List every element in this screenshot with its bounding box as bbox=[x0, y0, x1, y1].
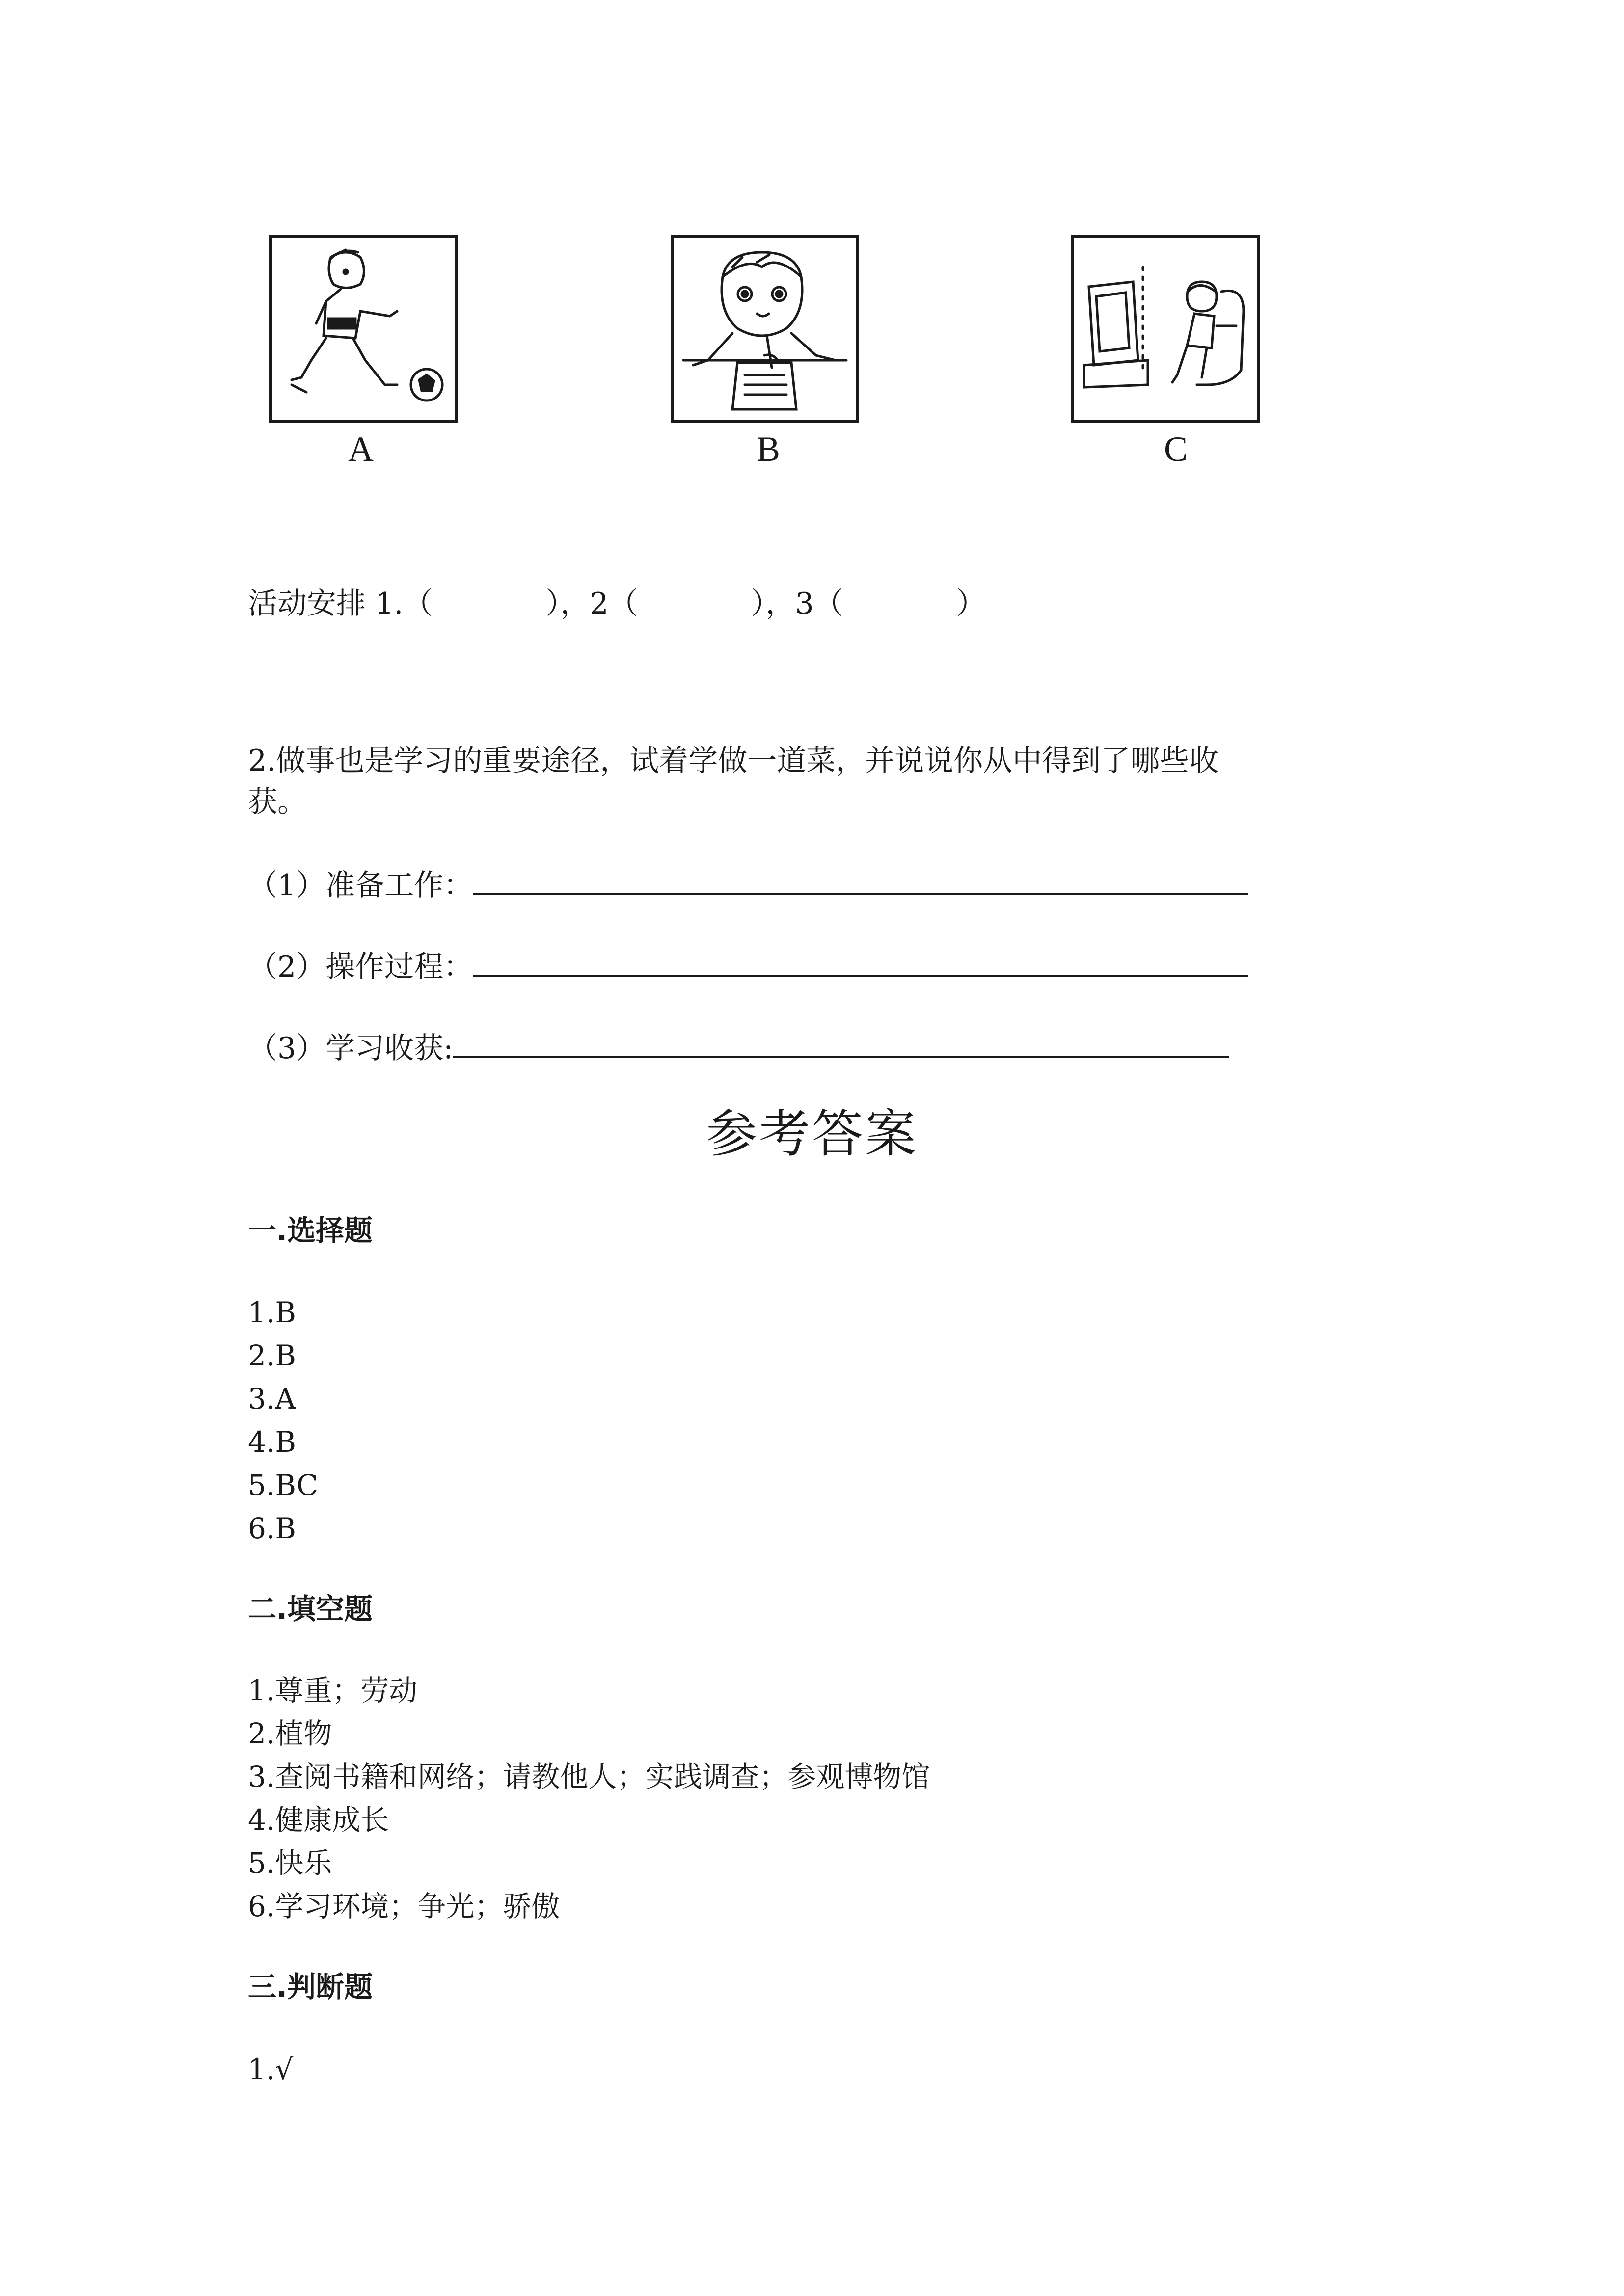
answer-item: 2.植物 bbox=[248, 1717, 332, 1750]
operation-label: （2）操作过程： bbox=[248, 950, 473, 984]
answer-item: 6.B bbox=[248, 1512, 296, 1545]
activity-arrangement bbox=[248, 583, 986, 624]
answer-item: 3.查阅书籍和网络；请教他人；实践调查；参观博物馆 bbox=[248, 1760, 930, 1793]
answer-item: 2.B bbox=[248, 1339, 296, 1372]
section-heading-judgement: 三.判断题 bbox=[248, 1970, 373, 2003]
answer-item: 5.快乐 bbox=[248, 1846, 332, 1880]
answer-item: 1.B bbox=[248, 1296, 296, 1329]
section-heading-choice: 一.选择题 bbox=[248, 1214, 373, 1247]
boy-watching-tv-icon bbox=[1074, 238, 1257, 420]
answer-item: 3.A bbox=[248, 1382, 296, 1415]
answer-item: 1.尊重；劳动 bbox=[248, 1674, 418, 1707]
answer-item: 6.学习环境；争光；骄傲 bbox=[248, 1890, 560, 1923]
question-2-line-1: 2.做事也是学习的重要途径，试着学做一道菜，并说说你从中得到了哪些收 bbox=[248, 744, 1219, 778]
answer-item: 4.B bbox=[248, 1425, 296, 1459]
answer-title: 参考答案 bbox=[705, 1104, 918, 1164]
answer-item: 5.BC bbox=[248, 1468, 319, 1502]
activity-end: ） bbox=[956, 587, 986, 621]
prep-work-label: （1）准备工作： bbox=[248, 868, 473, 903]
prep-work-answer-line[interactable] bbox=[473, 865, 1248, 895]
activity-sep2: ），3（ bbox=[751, 587, 843, 621]
boy-kicking-ball-icon bbox=[272, 238, 455, 420]
picture-a bbox=[269, 235, 460, 426]
section-heading-fill: 二.填空题 bbox=[248, 1592, 373, 1626]
picture-label-b: B bbox=[756, 429, 781, 469]
learning-gain-answer-line[interactable] bbox=[453, 1028, 1229, 1058]
answer-item: 1.√ bbox=[248, 2053, 294, 2086]
picture-b bbox=[671, 235, 862, 426]
question-2-line-2: 获。 bbox=[248, 785, 307, 819]
picture-label-c: C bbox=[1164, 429, 1188, 469]
operation-row bbox=[248, 946, 1248, 988]
activity-sep1: ），2（ bbox=[545, 587, 638, 621]
prep-work-row bbox=[248, 865, 1248, 906]
operation-answer-line[interactable] bbox=[473, 946, 1248, 977]
boy-writing-icon bbox=[674, 238, 856, 420]
picture-label-a: A bbox=[348, 429, 374, 469]
answer-item: 4.健康成长 bbox=[248, 1803, 389, 1837]
learning-gain-label: （3）学习收获: bbox=[248, 1031, 454, 1066]
learning-gain-row bbox=[248, 1028, 1229, 1069]
activity-prefix: 活动安排 1.（ bbox=[248, 587, 433, 621]
picture-c bbox=[1071, 235, 1263, 426]
